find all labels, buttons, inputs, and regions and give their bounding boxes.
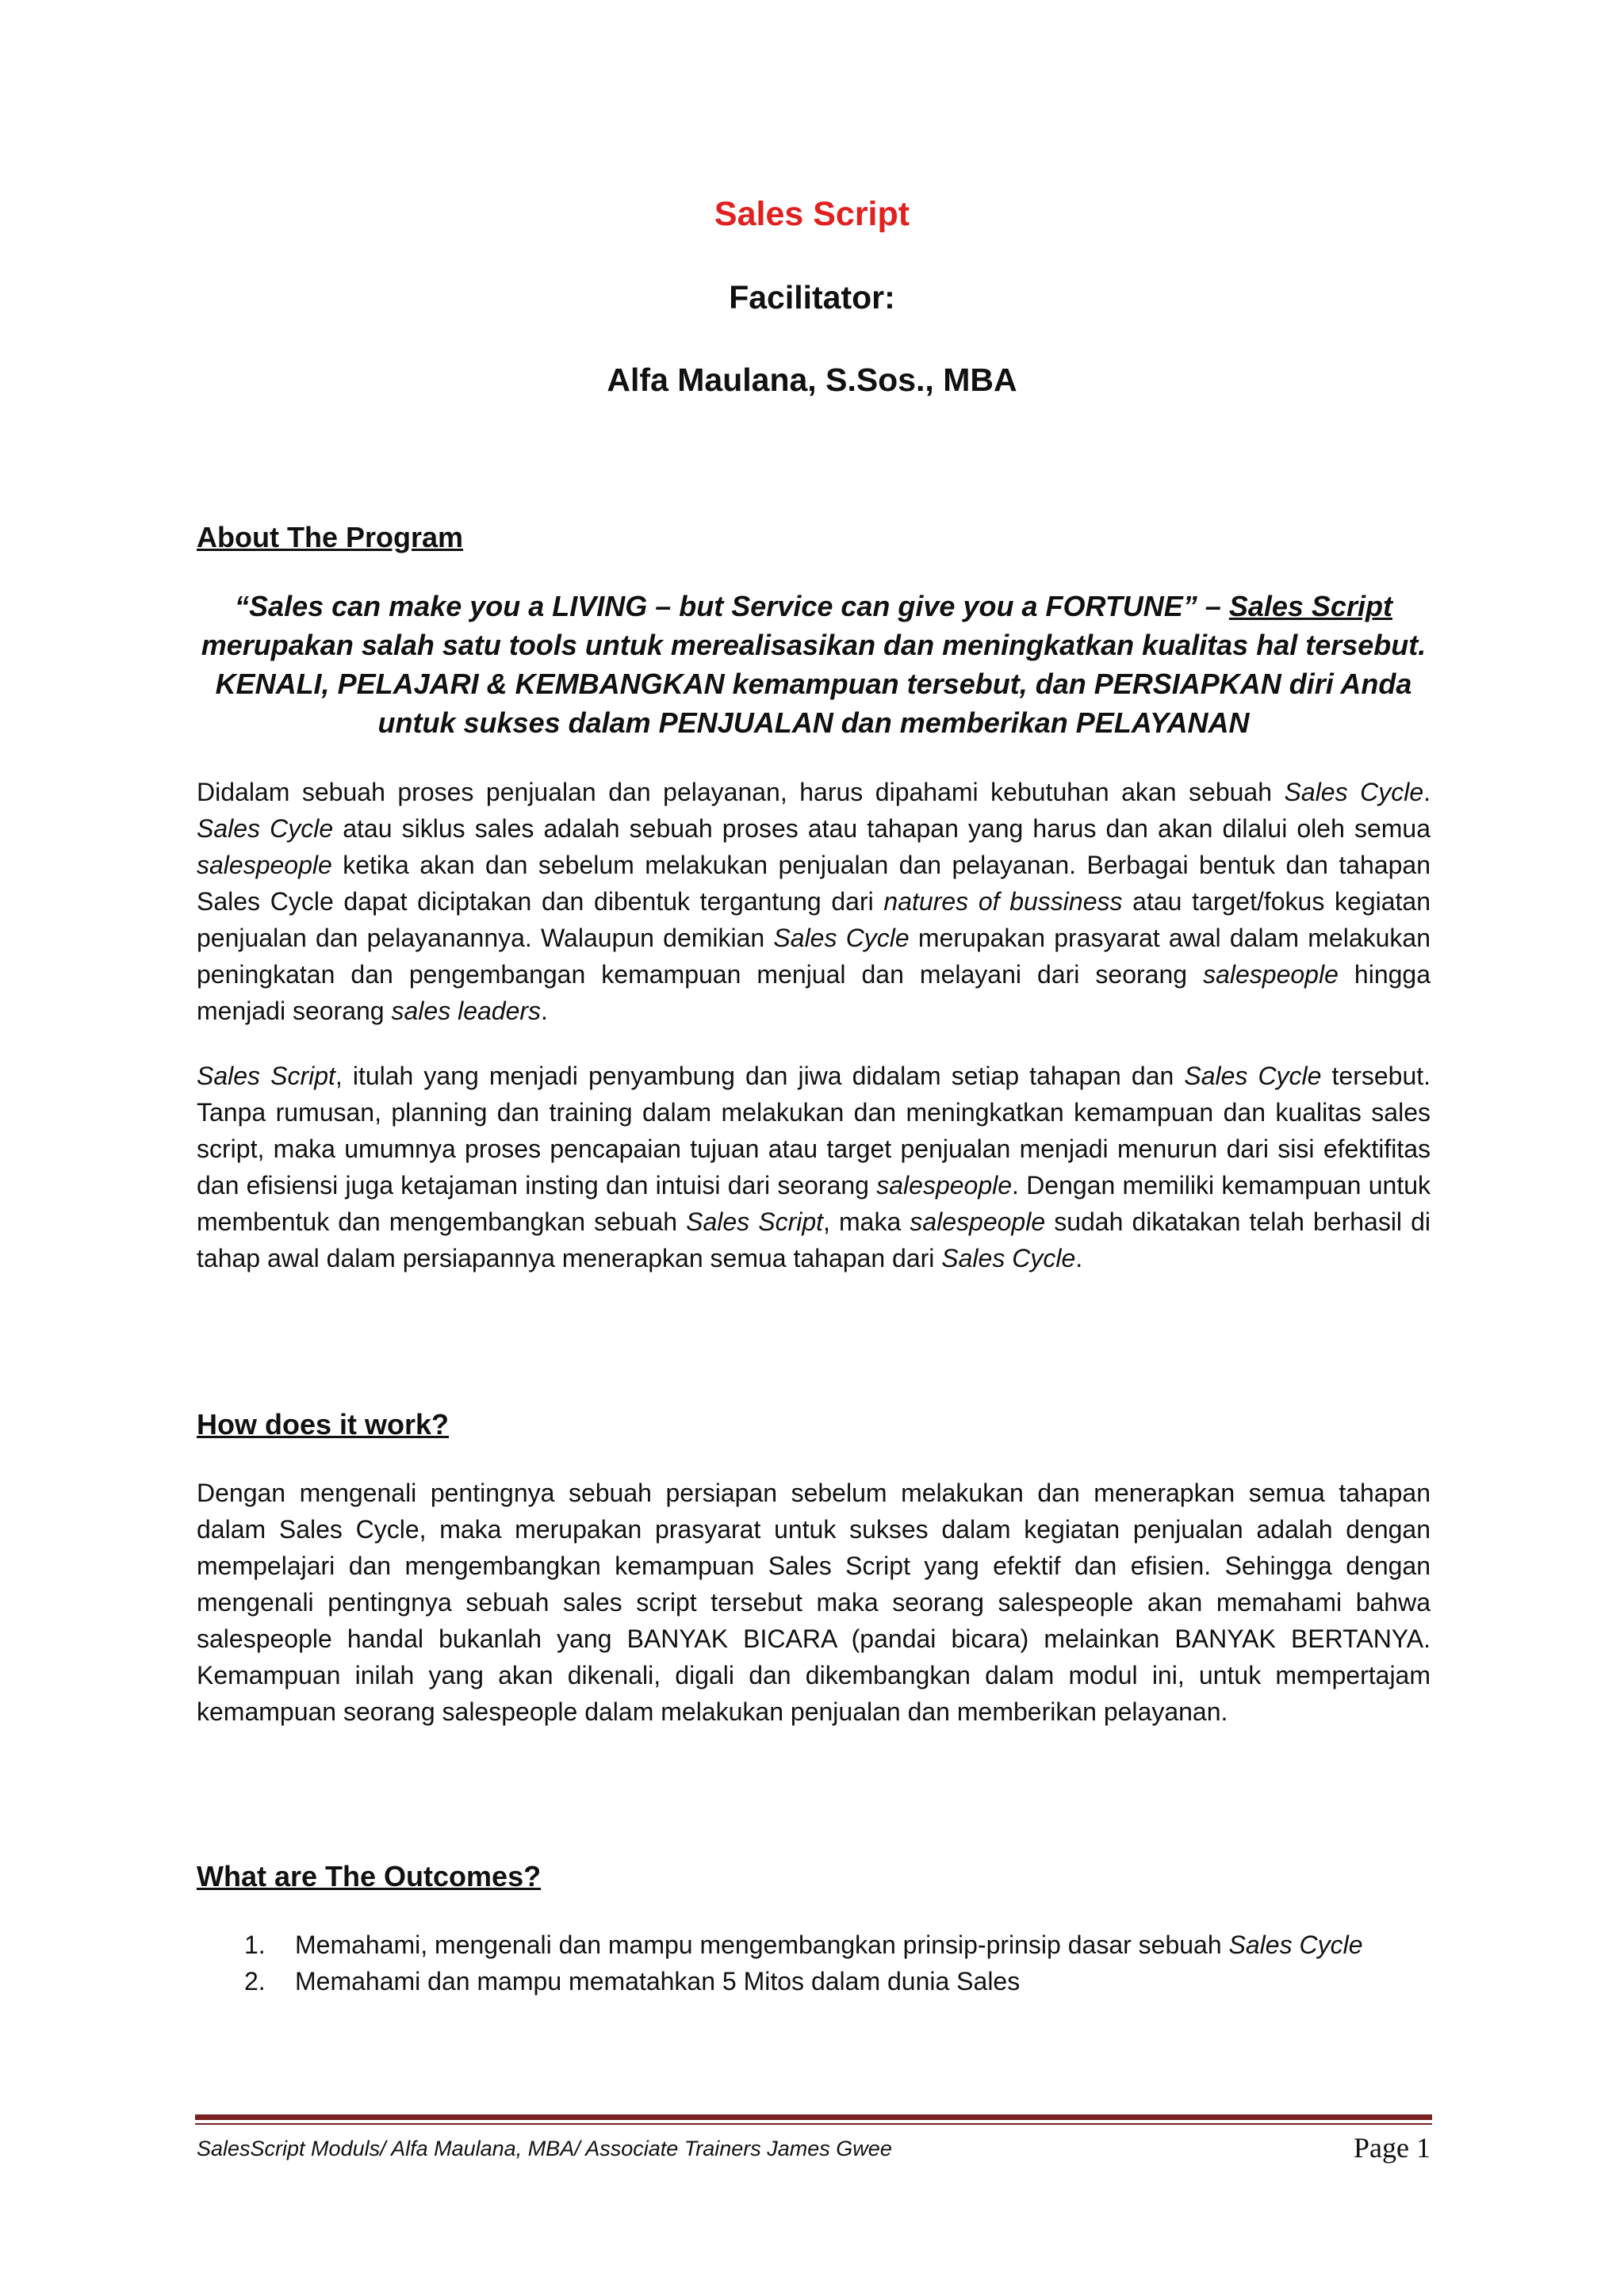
list-item: 2. Memahami dan mampu mematahkan 5 Mitos dalam dunia Sales (244, 1967, 1021, 1996)
list-item: 1. Memahami, mengenali dan mampu mengembangkan prinsip-prinsip dasar sebuah Sales Cycle (244, 1931, 1363, 1959)
page-number: Page 1 (1354, 2132, 1431, 2164)
outcomes-list (197, 1927, 1431, 1999)
about-paragraph-1: Didalam sebuah proses penjualan dan pelayanan, harus dipahami kebutuhan akan sebuah Sales Cycle. Sales Cycle atau siklus sales adalah sebuah proses atau tahapan yang harus dan akan dilalui oleh semua salespeople ketika akan dan sebelum melakukan penjualan dan pelayanan. Berbagai bentuk dan tahapan Sales Cycle dapat diciptakan dan dibentuk tergantung dari natures of bussiness atau target/fokus kegiatan penjualan dan pelayanannya. Walaupun demikian Sales Cycle merupakan prasyarat awal dalam melakukan peningkatan dan pengembangan kemampuan menjual dan melayani dari seorang salespeople hingga menjadi seorang sales leaders. (197, 778, 1431, 1025)
footer-rule (195, 2114, 1432, 2120)
how-paragraph: Dengan mengenali pentingnya sebuah persiapan sebelum melakukan dan menerapkan semua tahapan dalam Sales Cycle, maka merupakan prasyarat untuk sukses dalam kegiatan penjualan adalah dengan mempelajari dan mengembangkan kemampuan Sales Script yang efektif dan efisien. Sehingga dengan mengenali pentingnya sebuah sales script tersebut maka seorang salespeople akan memahami bahwa salespeople handal bukanlah yang BANYAK BICARA (pandai bicara) melainkan BANYAK BERTANYA. Kemampuan inilah yang akan dikenali, digali dan dikembangkan dalam modul ini, untuk mempertajam kemampuan seorang salespeople dalam melakukan penjualan dan memberikan pelayanan. (197, 1479, 1431, 1726)
quote-part-1: “Sales can make you a LIVING – but Service can give you a FORTUNE” – (235, 590, 1229, 622)
footer-text: SalesScript Moduls/ Alfa Maulana, MBA/ Associate Trainers James Gwee (197, 2137, 892, 2160)
facilitator-label: Facilitator: (729, 279, 895, 316)
outcomes-heading: What are The Outcomes? (197, 1860, 542, 1892)
about-heading: About The Program (197, 521, 464, 553)
facilitator-name: Alfa Maulana, S.Sos., MBA (607, 362, 1017, 398)
program-quote (197, 587, 1431, 742)
how-heading: How does it work? (197, 1408, 450, 1441)
about-paragraph-2: Sales Script, itulah yang menjadi penyambung dan jiwa didalam setiap tahapan dan Sales Cycle tersebut. Tanpa rumusan, planning dan training dalam melakukan dan meningkatkan kemampuan dan kualitas sales script, maka umumnya proses pencapaian tujuan atau target penjualan menjadi menurun dari sisi efektifitas dan efisiensi juga ketajaman insting dan intuisi dari seorang salespeople. Dengan memiliki kemampuan untuk membentuk dan mengembangkan sebuah Sales Script, maka salespeople sudah dikatakan telah berhasil di tahap awal dalam persiapannya menerapkan semua tahapan dari Sales Cycle. (197, 1062, 1431, 1272)
document-title: Sales Script (714, 195, 910, 233)
footer-rule-thin (195, 2123, 1432, 2125)
quote-part-2: merupakan salah satu tools untuk merealisasikan dan meningkatkan kualitas hal tersebut. KENALI, PELAJARI & KEMBANGKAN kemampuan tersebut, dan PERSIAPKAN diri Anda untuk sukses dalam PENJUALAN dan memberikan PELAYANAN (201, 629, 1427, 739)
quote-sales-script-link: Sales Script (1228, 590, 1392, 622)
